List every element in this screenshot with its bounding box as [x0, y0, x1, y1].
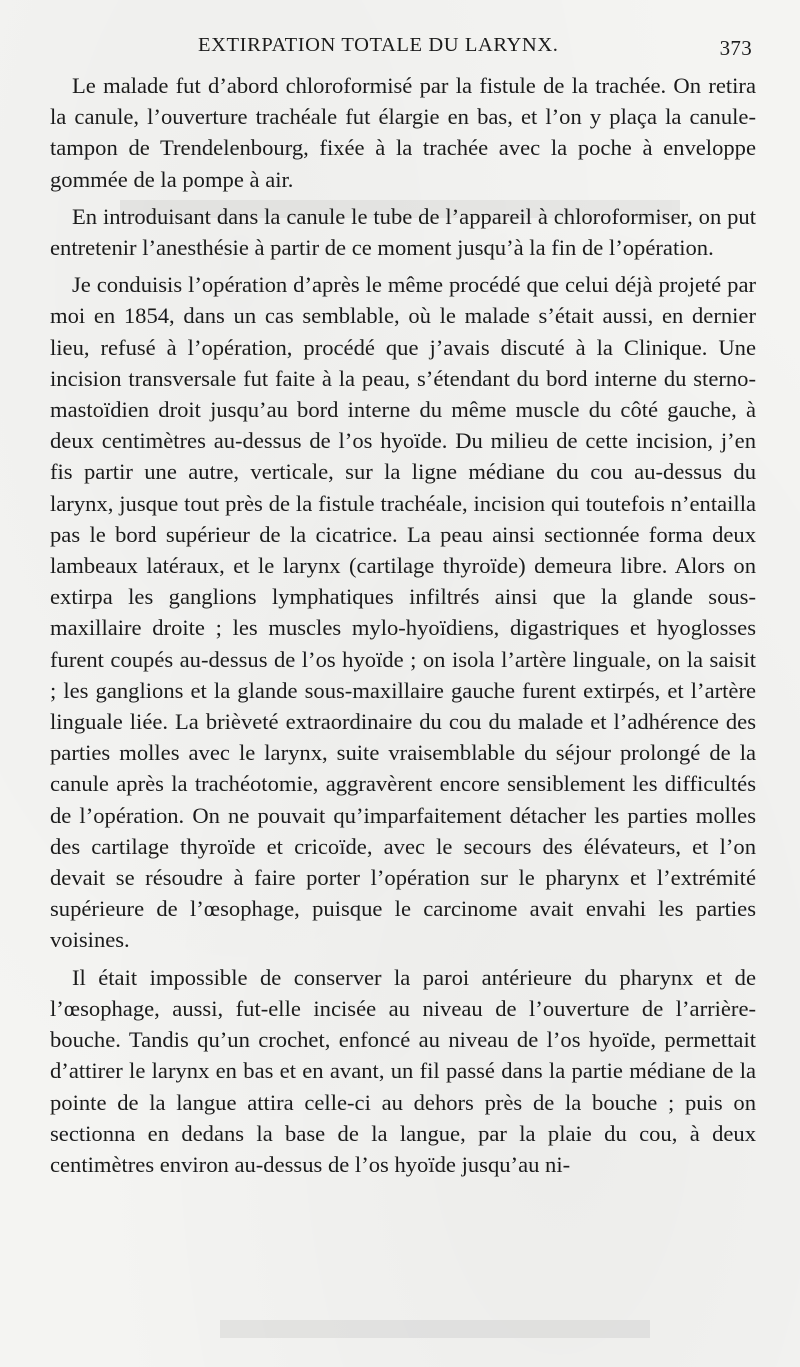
- page-number: 373: [719, 36, 752, 60]
- paragraph: En introduisant dans la canule le tube de l’appareil à chloroformiser, on put entretenir l’anesthésie à partir de ce moment jusqu’à la fin de l’opération.: [50, 203, 756, 261]
- show-through-shadow: [220, 1320, 650, 1338]
- paragraph: Je conduisis l’opération d’après le même procédé que celui déjà projeté par moi en 1854, dans un cas semblable, où le malade s’était aussi, en dernier lieu, refusé à l’opération, procédé que j’avais discuté à la Clinique. Une incision transversale fut faite à la peau, s’étendant du bord interne du sterno-mastoïdien droit jusqu’au bord interne du même muscle du côté gauche, à deux centimètres au-dessus de l’os hyoïde. Du milieu de cette incision, j’en fis partir une autre, verticale, sur la ligne médiane du cou au-dessus du larynx, jusque tout près de la fistule trachéale, incision qui toutefois n’entailla pas le bord supérieur de la cicatrice. La peau ainsi sectionnée forma deux lambeaux latéraux, et le larynx (cartilage thyroïde) demeura libre. Alors on extirpa les ganglions lymphatiques infiltrés ainsi que la glande sous-maxillaire droite ; les muscles mylo-hyoïdiens, digastriques et hyoglosses furent coupés au-dessus de l’os hyoïde ; on isola l’artère linguale, on la saisit ; les ganglions et la glande sous-maxillaire gauche furent extirpés, et l’artère linguale liée. La brièveté extraordinaire du cou du malade et l’adhérence des parties molles avec le larynx, suite vraisemblable du séjour prolongé de la canule après la trachéotomie, aggravèrent encore sensiblement les difficultés de l’opération. On ne pouvait qu’imparfaitement détacher les parties molles des cartilage thyroïde et cricoïde, avec le secours des élévateurs, et l’on devait se résoudre à faire porter l’opération sur le pharynx et l’extrémité supérieure de l’œsophage, puisque le carcinome avait envahi les parties voisines.: [50, 272, 756, 953]
- body-text: [50, 70, 756, 1180]
- page-header: [50, 28, 756, 70]
- running-title: EXTIRPATION TOTALE DU LARYNX.: [198, 34, 559, 56]
- paragraph: Le malade fut d’abord chloroformisé par la fistule de la trachée. On retira la canule, l’ouverture trachéale fut élargie en bas, et l’on y plaça la canule-tampon de Trendelenbourg, fixée à la trachée avec la poche à enveloppe gommée de la pompe à air.: [50, 73, 756, 192]
- paragraph: Il était impossible de conserver la paroi antérieure du pharynx et de l’œsophage, aussi, fut-elle incisée au niveau de l’ouverture de l’arrière-bouche. Tandis qu’un crochet, enfoncé au niveau de l’os hyoïde, permettait d’attirer le larynx en bas et en avant, un fil passé dans la partie médiane de la pointe de la langue attira celle-ci au dehors près de la bouche ; puis on sectionna en dedans la base de la langue, par la plaie du cou, à deux centimètres environ au-dessus de l’os hyoïde jusqu’au ni-: [50, 964, 756, 1177]
